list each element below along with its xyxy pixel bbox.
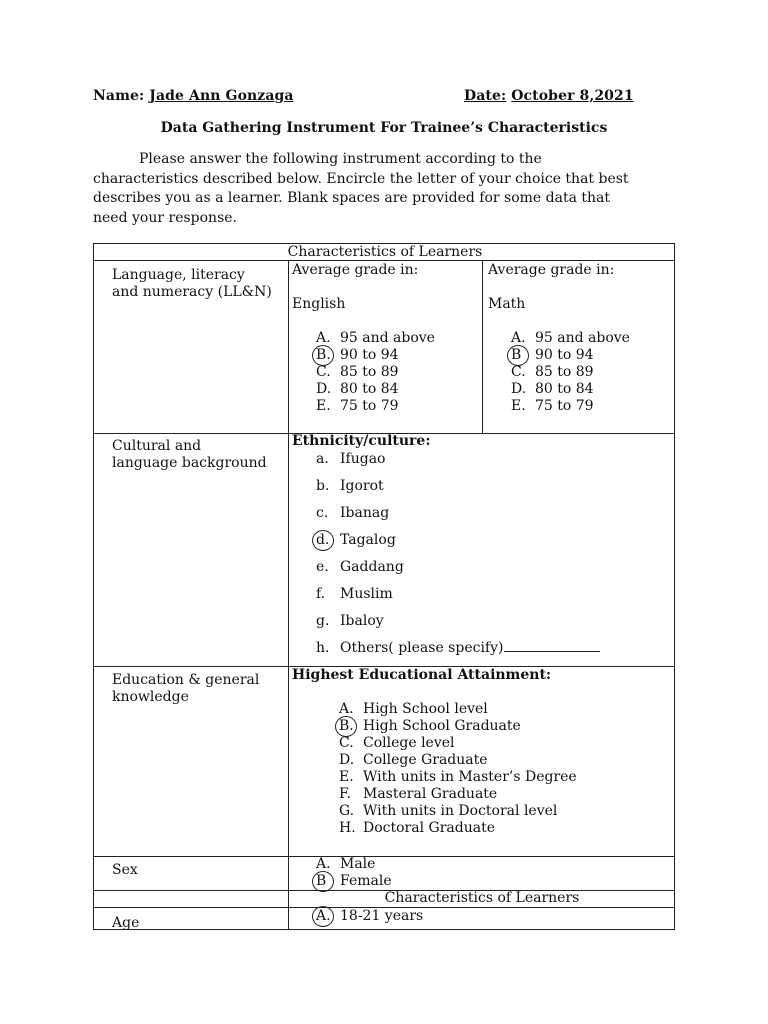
instruction-line-3: describes you as a learner. Blank spaces are provided for some data that xyxy=(93,190,611,206)
math-option-text: 75 to 79 xyxy=(535,398,594,414)
education-option-text: With units in Doctoral level xyxy=(363,803,558,819)
table-column-rule xyxy=(288,260,289,930)
math-option-5[interactable] xyxy=(511,398,594,415)
education-option-text: High School Graduate xyxy=(363,718,521,734)
math-option-letter: C. xyxy=(511,364,526,380)
education-option-1[interactable] xyxy=(339,701,488,718)
ethnicity-option-letter: h. xyxy=(316,640,330,656)
math-heading: Average grade in: xyxy=(488,262,615,278)
english-option-text: 85 to 89 xyxy=(340,364,399,380)
age-option-letter: A. xyxy=(316,908,331,924)
ethnicity-option-text: Ibaloy xyxy=(340,613,384,629)
english-subject: English xyxy=(292,296,346,312)
ethnicity-option-2[interactable] xyxy=(316,478,384,495)
ethnicity-option-letter: f. xyxy=(316,586,326,602)
date-line xyxy=(464,88,634,104)
education-option-6[interactable] xyxy=(339,786,497,803)
cultural-label-line-1: Cultural and xyxy=(112,438,202,454)
ethnicity-option-text: Others( please specify) xyxy=(340,640,504,656)
ethnicity-option-text: Tagalog xyxy=(340,532,396,548)
ethnicity-option-letter: b. xyxy=(316,478,330,494)
instruction-line-4: need your response. xyxy=(93,209,237,226)
ethnicity-option-text: Ifugao xyxy=(340,451,386,467)
math-option-letter: D. xyxy=(511,381,527,397)
education-option-letter: H. xyxy=(339,820,356,836)
math-option-letter: E. xyxy=(511,398,526,414)
english-option-1[interactable] xyxy=(316,330,435,347)
ethnicity-option-1[interactable] xyxy=(316,451,385,468)
table-rule xyxy=(94,856,674,857)
english-option-text: 90 to 94 xyxy=(340,347,399,363)
english-heading: Average grade in: xyxy=(292,262,419,278)
cultural-label-line-2: language background xyxy=(112,455,267,471)
date-label: Date: xyxy=(464,88,507,104)
lln-label xyxy=(112,267,272,301)
education-option-letter: A. xyxy=(339,701,354,717)
english-option-letter: B. xyxy=(316,347,331,363)
english-option-3[interactable] xyxy=(316,364,399,381)
instructions xyxy=(93,150,675,228)
education-option-3[interactable] xyxy=(339,735,455,752)
education-option-text: With units in Master’s Degree xyxy=(363,769,577,785)
education-option-8[interactable] xyxy=(339,820,495,837)
ethnicity-option-6[interactable] xyxy=(316,586,393,603)
education-option-text: College level xyxy=(363,735,455,751)
education-option-text: College Graduate xyxy=(363,752,488,768)
english-option-letter: D. xyxy=(316,381,332,397)
english-option-text: 75 to 79 xyxy=(340,398,399,414)
math-selection-circle xyxy=(507,345,529,366)
sex-option-letter: A. xyxy=(316,856,331,872)
sex-selection-circle xyxy=(312,871,334,892)
education-label-line-1: Education & general xyxy=(112,672,260,688)
education-label-line-2: knowledge xyxy=(112,689,189,705)
table-header: Characteristics of Learners xyxy=(287,244,483,260)
math-option-3[interactable] xyxy=(511,364,594,381)
education-label xyxy=(112,672,259,706)
english-option-text: 80 to 84 xyxy=(340,381,399,397)
math-option-4[interactable] xyxy=(511,381,594,398)
ethnicity-option-letter: g. xyxy=(316,613,330,629)
ethnicity-option-letter: d. xyxy=(316,532,330,548)
ethnicity-option-7[interactable] xyxy=(316,613,384,630)
ethnicity-option-text: Gaddang xyxy=(340,559,404,575)
math-option-text: 90 to 94 xyxy=(535,347,594,363)
age-selection-circle xyxy=(312,906,334,927)
education-option-letter: D. xyxy=(339,752,355,768)
english-option-letter: E. xyxy=(316,398,331,414)
english-option-text: 95 and above xyxy=(340,330,435,346)
education-option-letter: G. xyxy=(339,803,355,819)
education-heading: Highest Educational Attainment: xyxy=(292,667,552,683)
lln-label-line-1: Language, literacy xyxy=(112,267,245,283)
table-header-2: Characteristics of Learners xyxy=(384,890,580,906)
education-option-letter: C. xyxy=(339,735,354,751)
education-option-4[interactable] xyxy=(339,752,488,769)
ethnicity-option-text: Muslim xyxy=(340,586,393,602)
name-value: Jade Ann Gonzaga xyxy=(149,88,294,104)
sex-option-letter: B xyxy=(316,873,327,889)
lln-label-line-2: and numeracy (LL&N) xyxy=(112,284,272,300)
characteristics-table xyxy=(93,243,675,930)
ethnicity-option-text: Igorot xyxy=(340,478,384,494)
math-option-text: 80 to 84 xyxy=(535,381,594,397)
math-option-1[interactable] xyxy=(511,330,630,347)
instruction-line-1: Please answer the following instrument according to the xyxy=(139,151,542,167)
ethnicity-option-letter: a. xyxy=(316,451,329,467)
instruction-line-2: characteristics described below. Encircle the letter of your choice that best xyxy=(93,170,629,187)
english-option-5[interactable] xyxy=(316,398,399,415)
table-column-rule xyxy=(482,260,483,433)
education-option-text: Masteral Graduate xyxy=(363,786,498,802)
math-option-text: 85 to 89 xyxy=(535,364,594,380)
ethnicity-heading: Ethnicity/culture: xyxy=(292,433,431,449)
ethnicity-option-text: Ibanag xyxy=(340,505,390,521)
name-line xyxy=(93,88,294,104)
education-option-7[interactable] xyxy=(339,803,557,820)
education-selection-circle xyxy=(335,716,357,737)
name-label: Name: xyxy=(93,88,145,104)
education-option-2[interactable] xyxy=(339,718,521,735)
math-option-letter: A. xyxy=(511,330,526,346)
education-option-text: Doctoral Graduate xyxy=(363,820,495,836)
education-option-letter: F. xyxy=(339,786,351,802)
date-value: October 8,2021 xyxy=(511,88,634,104)
math-option-letter: B xyxy=(511,347,522,363)
cultural-label xyxy=(112,438,267,472)
ethnicity-option-3[interactable] xyxy=(316,505,389,522)
age-label: Age xyxy=(112,915,140,931)
document-title: Data Gathering Instrument For Trainee’s Characteristics xyxy=(160,120,608,136)
ethnicity-option-8[interactable] xyxy=(316,640,600,657)
education-option-letter: E. xyxy=(339,769,354,785)
education-option-letter: B. xyxy=(339,718,354,734)
english-selection-circle xyxy=(312,345,334,366)
education-option-5[interactable] xyxy=(339,769,577,786)
ethnicity-option-letter: c. xyxy=(316,505,329,521)
sex-option-text: Male xyxy=(340,856,376,872)
math-option-text: 95 and above xyxy=(535,330,630,346)
math-subject: Math xyxy=(488,296,526,312)
english-option-4[interactable] xyxy=(316,381,399,398)
age-option-text: 18-21 years xyxy=(340,908,424,924)
education-option-text: High School level xyxy=(363,701,488,717)
ethnicity-option-letter: e. xyxy=(316,559,329,575)
sex-option-text: Female xyxy=(340,873,392,889)
english-option-letter: C. xyxy=(316,364,331,380)
ethnicity-option-5[interactable] xyxy=(316,559,404,576)
english-option-letter: A. xyxy=(316,330,331,346)
sex-label: Sex xyxy=(112,862,138,878)
ethnicity-selection-circle xyxy=(312,530,334,551)
ethnicity-specify-blank[interactable] xyxy=(504,640,600,652)
